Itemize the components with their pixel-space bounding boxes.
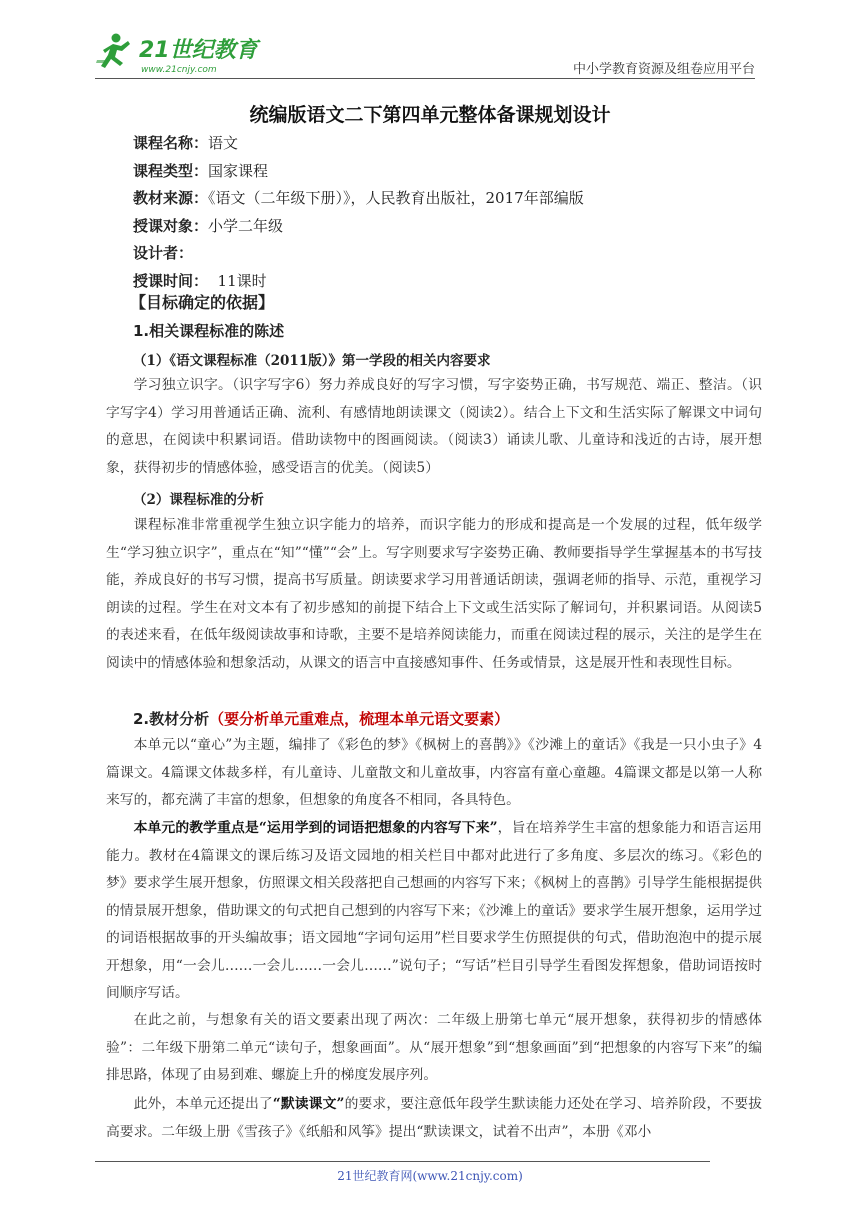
paragraph-standards-analysis: 课程标准非常重视学生独立识字能力的培养，而识字能力的形成和提高是一个发展的过程，低年级学生“学习独立识字”，重点在“知”“懂”“会”上。写字则要求写字姿势正确、教师要指导学生掌握基本的书写技能，养成良好的书写习惯，提高书写质量。朗读要求学习用普通话朗读，强调老师的指导、示范，重视学习朗读的过程。学生在对文本有了初步感知的前提下结合上下文或生活实际了解词句，并积累词语。从阅读5的表述来看，在低年级阅读故事和诗歌，主要不是培养阅读能力，而重在阅读过程的展示，关注的是学生在阅读中的情感体验和想象活动，从课文的语言中直接感知事件、任务或情景，这是展开性和表现性目标。 (106, 517, 762, 671)
teaching-focus-rest: ，旨在培养学生丰富的想象能力和语言运用能力。教材在4篇课文的课后练习及语文园地的相关栏目中都对此进行了多角度、多层次的练习。《彩色的梦》要求学生展开想象，仿照课文相关段落把自己想画的内容写下来；《枫树上的喜鹊》引导学生能根据提供的情景展开想象，借助课文的句式把自己想到的内容写下来；《沙滩上的童话》要求学生展开想象，运用学过的词语根据故事的开头编故事；语文园地“字词句运用”栏目要求学生仿照提供的句式，借助泡泡中的提示展开想象，用“一会儿……一会儿……一会儿……”说句子；“写话”栏目引导学生看图发挥想象，借助词语按时间顺序写话。 (106, 820, 762, 1001)
page-header (95, 30, 755, 78)
audience-row (133, 213, 584, 241)
duration-value: 11课时 (208, 271, 267, 290)
audience-value: 小学二年级 (208, 216, 284, 235)
heading-textbook-analysis (133, 708, 509, 729)
section-title: 【目标确定的依据】 (130, 293, 275, 312)
paragraph-prior-elements: 在此之前，与想象有关的语文要素出现了两次：二年级上册第七单元“展开想象，获得初步的情感体验”：二年级下册第二单元“读句子，想象画面”。从“展开想象”到“想象画面”到“把想象的内容写下来”的编排思路，体现了由易到难、螺旋上升的梯度发展序列。 (106, 1012, 762, 1083)
paragraph-teaching-focus (106, 815, 762, 1008)
heading-curriculum-standards: 1.相关课程标准的陈述 (133, 322, 285, 340)
runner-icon (96, 34, 130, 69)
logo-url: www.21cnjy.com (141, 65, 217, 75)
logo (95, 30, 295, 78)
document-title: 统编版语文二下第四单元整体备课规划设计 (249, 104, 611, 126)
header-divider (95, 78, 755, 79)
course-info (133, 130, 584, 295)
paragraph-unit-overview: 本单元以“童心”为主题，编排了《彩色的梦》《枫树上的喜鹊》》《沙滩上的童话》《我是一只小虫子》4篇课文。4篇课文体裁多样，有儿童诗、儿童散文和儿童故事，内容富有童心童趣。4篇课文都是以第一人称来写的，都充满了丰富的想象，但想象的角度各不相同，各具特色。 (106, 737, 762, 808)
course-type-value: 国家课程 (208, 161, 269, 180)
course-type-row (133, 158, 584, 186)
textbook-source-label: 教材来源： (133, 189, 209, 207)
paragraph-silent-reading (106, 1091, 762, 1146)
course-name-label: 课程名称： (133, 134, 209, 152)
footer-link[interactable]: 21世纪教育网(www.21cnjy.com) (337, 1169, 523, 1183)
subheading-standards-content: （1）《语文课程标准（2011版）》第一学段的相关内容要求 (133, 353, 491, 369)
footer-divider (95, 1161, 710, 1162)
textbook-source-row (133, 185, 584, 213)
silent-reading-rest: 的要求，要注意低年段学生默读能力还处在学习、培养阶段，不要拔高要求。二年级上册《雪孩子》《纸船和风筝》提出“默读课文，试着不出声”，本册《邓小 (106, 1096, 763, 1140)
duration-label: 授课时间： (133, 271, 209, 290)
silent-reading-bold: “默读课文” (272, 1096, 345, 1112)
logo-text: 21世纪教育 (139, 38, 258, 63)
course-name-row (133, 130, 584, 158)
textbook-analysis-note: （要分析单元重难点，梳理本单元语文要素） (209, 710, 510, 728)
paragraph-standards-content: 学习独立识字。（识字写字6）努力养成良好的写字习惯，写字姿势正确，书写规范、端正、整洁。（识字写字4）学习用普通话正确、流利、有感情地朗读课文（阅读2）。结合上下文和生活实际了解课文中词句的意思，在阅读中积累词语。借助读物中的图画阅读。（阅读3）诵读儿歌、儿童诗和浅近的古诗，展开想象，获得初步的情感体验，感受语言的优美。（阅读5） (106, 377, 762, 476)
silent-reading-pre: 此外，本单元还提出了 (133, 1096, 273, 1112)
course-name-value: 语文 (208, 134, 239, 152)
textbook-analysis-label: 2.教材分析 (133, 710, 210, 728)
designer-row (133, 240, 584, 268)
textbook-source-value: 《语文（二年级下册）》，人民教育出版社，2017年部编版 (208, 189, 584, 207)
platform-name: 中小学教育资源及组卷应用平台 (572, 62, 755, 77)
designer-label: 设计者： (133, 244, 194, 262)
audience-label: 授课对象： (133, 216, 209, 235)
subheading-standards-analysis: （2）课程标准的分析 (133, 492, 264, 508)
course-type-label: 课程类型： (133, 161, 209, 180)
teaching-focus-bold: 本单元的教学重点是“运用学到的词语把想象的内容写下来” (133, 820, 498, 836)
